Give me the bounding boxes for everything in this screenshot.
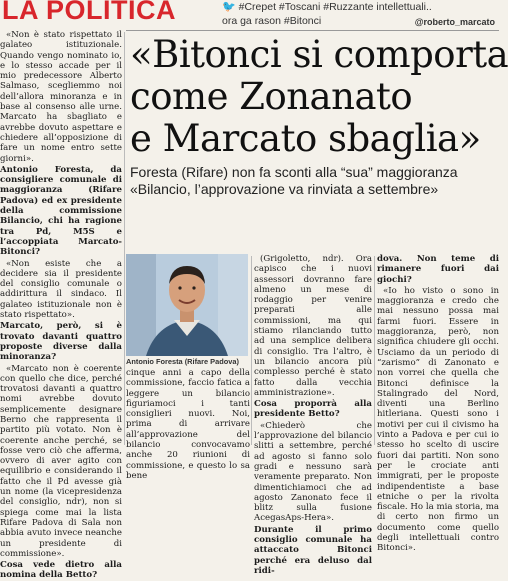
interview-question: Cosa vede dietro alla nomina della Betto?	[0, 560, 122, 581]
portrait-photo	[126, 254, 248, 356]
right-text-column-2	[377, 254, 499, 554]
hashtags-line-2: ora ga rason #Bitonci	[222, 15, 322, 27]
right-text-column-1	[254, 254, 372, 576]
interview-question: Marcato, però, si è trovato davanti quattro proposte diverse dalla minoranza?	[0, 321, 122, 363]
interview-question: Antonio Foresta, da consigliere comunale di maggioranza (Rifare Padova) ed ex presidente della commissione Bilancio, chi ha ragione tra Pd, M5S e l’accoppiata Marcato-Bitonci?	[0, 164, 122, 258]
subheadline-line-1: Foresta (Rifare) non fa sconti alla “sua” maggioranza	[130, 164, 458, 180]
paragraph: «Chiederò che l’approvazione del bilancio slitti a settembre, perché ad agosto si fanno solo gradi e nessuno sarà veramente preparato. Non dimentichiamoci che ad agosto Zanonato fece il blitz sulla fusione AcegasAps-Hera».	[254, 420, 372, 524]
portrait-illustration	[126, 254, 248, 356]
headline-line-1: «Bitonci si comporta	[130, 33, 508, 76]
paragraph: «Marcato non è coerente con quello che dice, perché trovatosi davanti a quattro nomi avrebbe dovuto semplicemente designare Berno che rappresenta il partito più votato. Non è coerente anche perché, se fosse vero ciò che afferma, ovvero di aver agito con equilibrio e considerando il fatto che il Pd avesse già un nome (la vicepresidenza del consiglio, ndr), non si spiega come mai la lista Rifare Padova di Sala non abbia avuto invece neanche un presidente di commissione».	[0, 363, 122, 559]
twitter-bird-icon: 🐦	[222, 1, 236, 13]
headline-line-2: come Zonanato	[130, 75, 413, 118]
paragraph: (Grigoletto, ndr). Ora capisco che i nuovi assessori dovranno fare almeno un mese di rodaggio per venire preparati alle commissioni, ma qui stiamo rilanciando tutto ad una semplice delibera di consiglio. Tra l’altro, è un bilancio ancora più complesso perché è stato fatto dalla vecchia amministrazione».	[254, 254, 372, 398]
headline-line-3: e Marcato sbaglia»	[130, 117, 481, 160]
column-separator	[251, 256, 252, 445]
subheadline	[130, 164, 498, 198]
hashtags-line-1: #Crepet #Toscani #Ruzzante intellettuali..	[238, 1, 432, 13]
interview-question: dova. Non teme di rimanere fuori dai giochi?	[377, 254, 499, 285]
section-title: LA POLITICA	[2, 0, 176, 25]
paragraph: cinque anni a capo della commissione, faccio fatica a leggere un bilancio figuriamoci i tanti consiglieri nuovi. Noi, prima di arrivare all’approvazione del bilancio convocavamo anche 20 riunioni di commissione, e questo lo sa bene	[126, 368, 250, 481]
middle-text-column	[126, 368, 250, 481]
photo-caption: Antonio Foresta (Rifare Padova)	[126, 357, 239, 366]
paragraph: «Non è stato rispettato il galateo istituzionale. Quando vengo nominato io, e lo stesso accade per il mio predecessore Alberto Salmaso, scegliemmo noi dell’allora minoranza e in base al consenso alle urne. Marcato ha sbagliato e avrebbe dovuto aspettare e chiedere all’opposizione di fare un nome entro sette giorni».	[0, 30, 122, 164]
interview-question: Durante il primo consiglio comunale ha attaccato Bitonci perché era deluso dal ridi-	[254, 524, 372, 576]
column-separator	[124, 32, 125, 445]
twitter-handle: @roberto_marcato	[414, 17, 495, 27]
column-separator	[374, 256, 375, 445]
section-header	[0, 0, 190, 28]
paragraph: «Io ho visto o sono in maggioranza e credo che mai nessuno possa mai farmi fuori. Essere in maggioranza, però, non significa chiudere gli occhi. Usciamo da un periodo di “zarismo” di Zanonato e non vorrei che quella che Bitonci definisce la Stalingrado del Nord, diventi una Berlino hitleriana. Questi sono i motivi per cui il civismo ha vinto a Padova e per cui io stesso ho scelto di uscire fuori dai partiti. Non sono per le crociate anti immigrati, per le proposte indipendentiste a base etniche o per la rivolta fiscale. Ho la mia storia, ma di certo non firmo un documento come quello degli intellettuali contro Bitonci».	[377, 285, 499, 554]
interview-question: Cosa proporrà alla presidente Betto?	[254, 399, 372, 420]
paragraph: «Non esiste che a decidere sia il presidente del consiglio comunale o addirittura il sindaco. Il galateo istituzionale non è stato rispettato».	[0, 258, 122, 321]
left-text-column	[0, 30, 122, 581]
hashtag-strip	[222, 0, 499, 28]
subheadline-line-2: «Bilancio, l’approvazione va rinviata a settembre»	[130, 181, 439, 197]
headline	[130, 33, 508, 160]
header-rule	[126, 30, 499, 31]
